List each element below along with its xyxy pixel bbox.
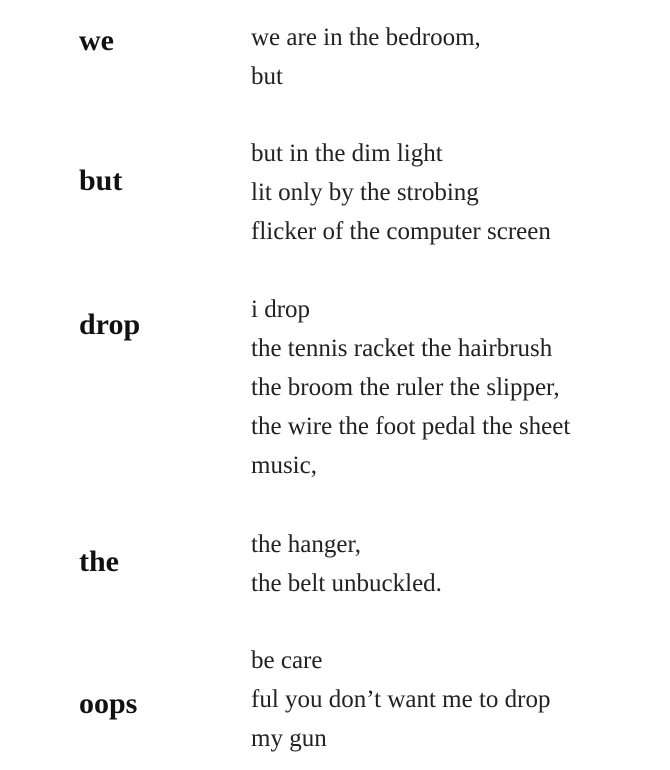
poem-line: be care xyxy=(251,647,323,674)
poem-line: but in the dim light xyxy=(251,140,443,167)
stanza-keyword: we xyxy=(79,24,114,57)
stanza-lines xyxy=(251,134,551,251)
poem-line: the hanger, xyxy=(251,531,362,558)
stanza-keyword: oops xyxy=(79,687,138,720)
stanza-keyword: but xyxy=(79,164,123,197)
stanza-lines xyxy=(251,525,442,603)
poem-line: my gun xyxy=(251,725,327,752)
poem-line: the tennis racket the hairbrush xyxy=(251,335,553,362)
poem-line: but xyxy=(251,63,283,90)
poem-line: music, xyxy=(251,452,317,479)
stanza-lines xyxy=(251,18,481,96)
poem-line: flicker of the computer screen xyxy=(251,218,551,245)
poem-line: lit only by the strobing xyxy=(251,179,479,206)
poem-line: the wire the foot pedal the sheet xyxy=(251,413,571,440)
poem-line: i drop xyxy=(251,296,311,323)
stanza-keyword: the xyxy=(79,545,119,578)
poem-line: the broom the ruler the slipper, xyxy=(251,374,560,401)
poem-line: the belt unbuckled. xyxy=(251,570,442,597)
stanza-lines xyxy=(251,641,551,758)
poem-line: we are in the bedroom, xyxy=(251,24,481,51)
stanza-keyword: drop xyxy=(79,308,141,341)
stanza-lines xyxy=(251,290,570,485)
poem-line: ful you don’t want me to drop xyxy=(251,686,551,713)
